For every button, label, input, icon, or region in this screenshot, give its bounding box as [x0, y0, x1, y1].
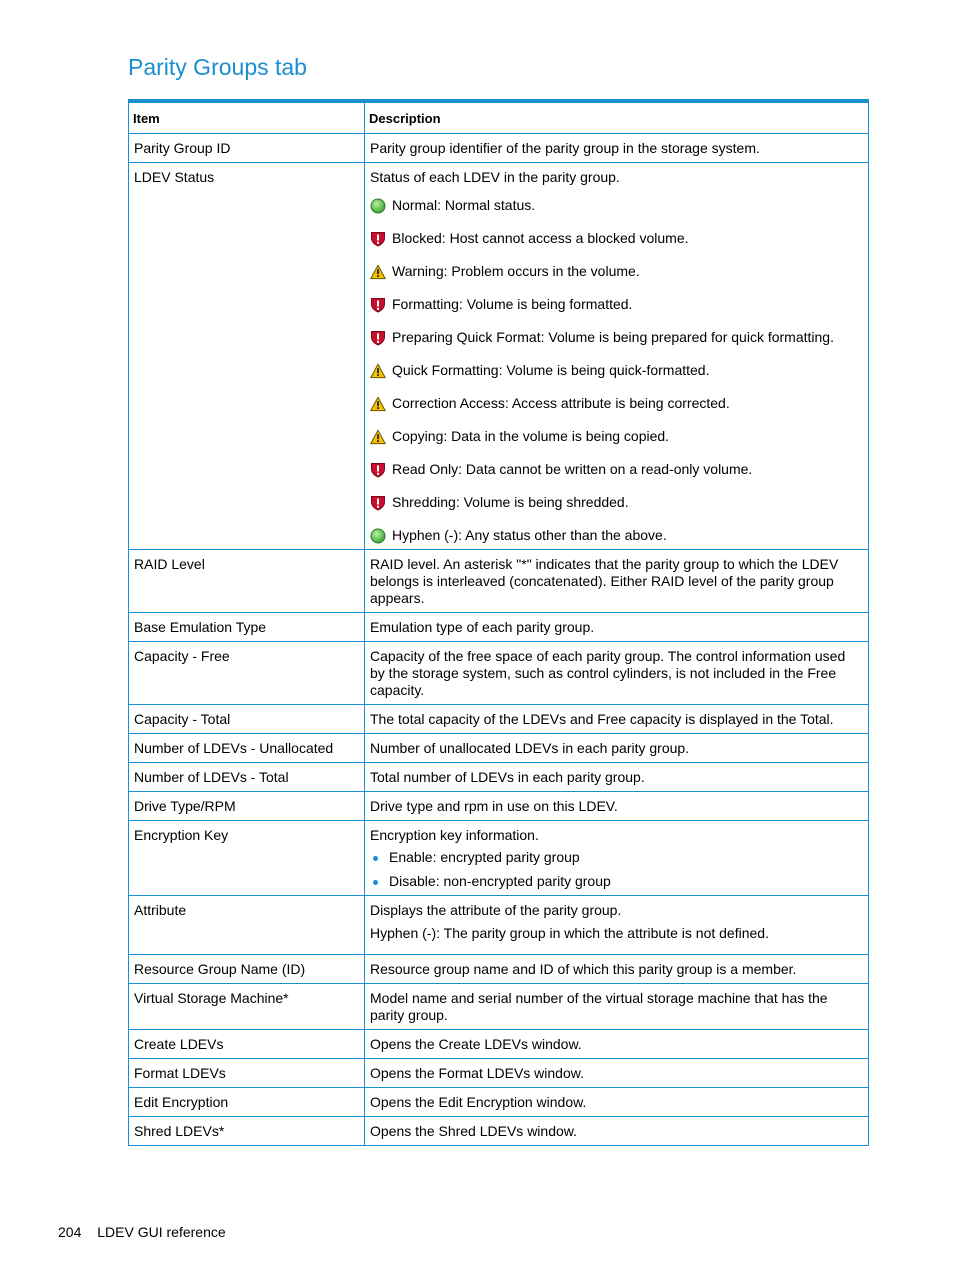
table-row	[129, 705, 869, 734]
ldev-status-text: Quick Formatting: Volume is being quick-formatted.	[392, 362, 710, 378]
item-cell: Create LDEVs	[129, 1030, 365, 1059]
item-cell: Number of LDEVs - Total	[129, 763, 365, 792]
ldev-status-list	[370, 197, 863, 544]
description-cell	[365, 821, 869, 896]
table-row	[129, 163, 869, 550]
normal-green-circle-icon	[370, 528, 386, 544]
ldev-status-text: Copying: Data in the volume is being copied.	[392, 428, 670, 444]
description-note: Hyphen (-): The parity group in which the attribute is not defined.	[370, 925, 769, 941]
table-row	[129, 821, 869, 896]
item-cell: Parity Group ID	[129, 134, 365, 163]
item-cell: Drive Type/RPM	[129, 792, 365, 821]
description-cell: Model name and serial number of the virtual storage machine that has the parity group.	[365, 984, 869, 1030]
description-cell: Capacity of the free space of each parity group. The control information used by the storage system, such as control cylinders, is not included in the Free capacity.	[365, 642, 869, 705]
table-row	[129, 134, 869, 163]
ldev-status-text: Warning: Problem occurs in the volume.	[392, 263, 640, 279]
description-cell: Opens the Format LDEVs window.	[365, 1059, 869, 1088]
description-cell: Opens the Edit Encryption window.	[365, 1088, 869, 1117]
description-cell: Opens the Shred LDEVs window.	[365, 1117, 869, 1146]
parity-groups-reference-table	[128, 99, 869, 1146]
item-cell: Attribute	[129, 896, 365, 955]
description-cell: Resource group name and ID of which this parity group is a member.	[365, 955, 869, 984]
ldev-status-text: Hyphen (-): Any status other than the above.	[392, 527, 667, 543]
description-cell: The total capacity of the LDEVs and Free capacity is displayed in the Total.	[365, 705, 869, 734]
item-cell: Encryption Key	[129, 821, 365, 896]
ldev-status-item	[370, 197, 863, 214]
description-text: Encryption key information.	[370, 827, 539, 843]
item-cell: RAID Level	[129, 550, 365, 613]
ldev-status-item	[370, 230, 863, 247]
warning-yellow-triangle-icon	[370, 429, 386, 445]
description-cell: RAID level. An asterisk "*" indicates that the parity group to which the LDEV belongs is interleaved (concatenated). Either RAID level of the parity group appears.	[365, 550, 869, 613]
ldev-status-item	[370, 263, 863, 280]
table-row	[129, 1030, 869, 1059]
table-row	[129, 955, 869, 984]
item-cell: Resource Group Name (ID)	[129, 955, 365, 984]
description-cell: Number of unallocated LDEVs in each parity group.	[365, 734, 869, 763]
ldev-status-text: Correction Access: Access attribute is being corrected.	[392, 395, 730, 411]
column-header-item: Item	[129, 101, 365, 134]
warning-yellow-triangle-icon	[370, 363, 386, 379]
ldev-status-text: Formatting: Volume is being formatted.	[392, 296, 633, 312]
table-row	[129, 734, 869, 763]
item-cell: Format LDEVs	[129, 1059, 365, 1088]
item-cell: Base Emulation Type	[129, 613, 365, 642]
ldev-status-item	[370, 362, 863, 379]
table-row	[129, 1117, 869, 1146]
ldev-status-item	[370, 461, 863, 478]
item-cell: Virtual Storage Machine*	[129, 984, 365, 1030]
blocked-red-shield-icon	[370, 231, 386, 247]
normal-green-circle-icon	[370, 198, 386, 214]
ldev-status-item	[370, 395, 863, 412]
description-cell: Opens the Create LDEVs window.	[365, 1030, 869, 1059]
list-item: Disable: non-encrypted parity group	[370, 873, 863, 890]
item-cell: Edit Encryption	[129, 1088, 365, 1117]
encryption-options-list	[370, 849, 863, 890]
description-cell: Parity group identifier of the parity group in the storage system.	[365, 134, 869, 163]
ldev-status-item	[370, 527, 863, 544]
description-cell: Total number of LDEVs in each parity group.	[365, 763, 869, 792]
blocked-red-shield-icon	[370, 495, 386, 511]
table-row	[129, 792, 869, 821]
page-footer	[58, 1222, 226, 1242]
description-cell	[365, 896, 869, 955]
table-row	[129, 763, 869, 792]
ldev-status-text: Blocked: Host cannot access a blocked volume.	[392, 230, 689, 246]
description-cell: Emulation type of each parity group.	[365, 613, 869, 642]
table-row	[129, 550, 869, 613]
warning-yellow-triangle-icon	[370, 396, 386, 412]
description-cell: Drive type and rpm in use on this LDEV.	[365, 792, 869, 821]
column-header-description: Description	[365, 101, 869, 134]
ldev-status-item	[370, 296, 863, 313]
page-title: Parity Groups tab	[128, 54, 307, 80]
warning-yellow-triangle-icon	[370, 264, 386, 280]
ldev-status-item	[370, 428, 863, 445]
ldev-status-text: Normal: Normal status.	[392, 197, 536, 213]
description-text: Displays the attribute of the parity group.	[370, 902, 622, 918]
item-cell: LDEV Status	[129, 163, 365, 550]
description-cell	[365, 163, 869, 550]
item-cell: Number of LDEVs - Unallocated	[129, 734, 365, 763]
item-cell: Shred LDEVs*	[129, 1117, 365, 1146]
table-row	[129, 896, 869, 955]
blocked-red-shield-icon	[370, 462, 386, 478]
table-header-row	[129, 101, 869, 134]
table-row	[129, 1059, 869, 1088]
table-row	[129, 984, 869, 1030]
ldev-status-item	[370, 494, 863, 511]
item-cell: Capacity - Total	[129, 705, 365, 734]
description-text: Status of each LDEV in the parity group.	[370, 169, 620, 185]
ldev-status-text: Shredding: Volume is being shredded.	[392, 494, 629, 510]
item-cell: Capacity - Free	[129, 642, 365, 705]
list-item: Enable: encrypted parity group	[370, 849, 863, 866]
table-row	[129, 1088, 869, 1117]
page-number: 204	[58, 1224, 82, 1240]
ldev-status-text: Read Only: Data cannot be written on a read-only volume.	[392, 461, 753, 477]
table-row	[129, 642, 869, 705]
blocked-red-shield-icon	[370, 330, 386, 346]
table-row	[129, 613, 869, 642]
blocked-red-shield-icon	[370, 297, 386, 313]
ldev-status-item	[370, 329, 863, 346]
footer-section-title: LDEV GUI reference	[97, 1224, 226, 1240]
ldev-status-text: Preparing Quick Format: Volume is being prepared for quick formatting.	[392, 329, 834, 345]
